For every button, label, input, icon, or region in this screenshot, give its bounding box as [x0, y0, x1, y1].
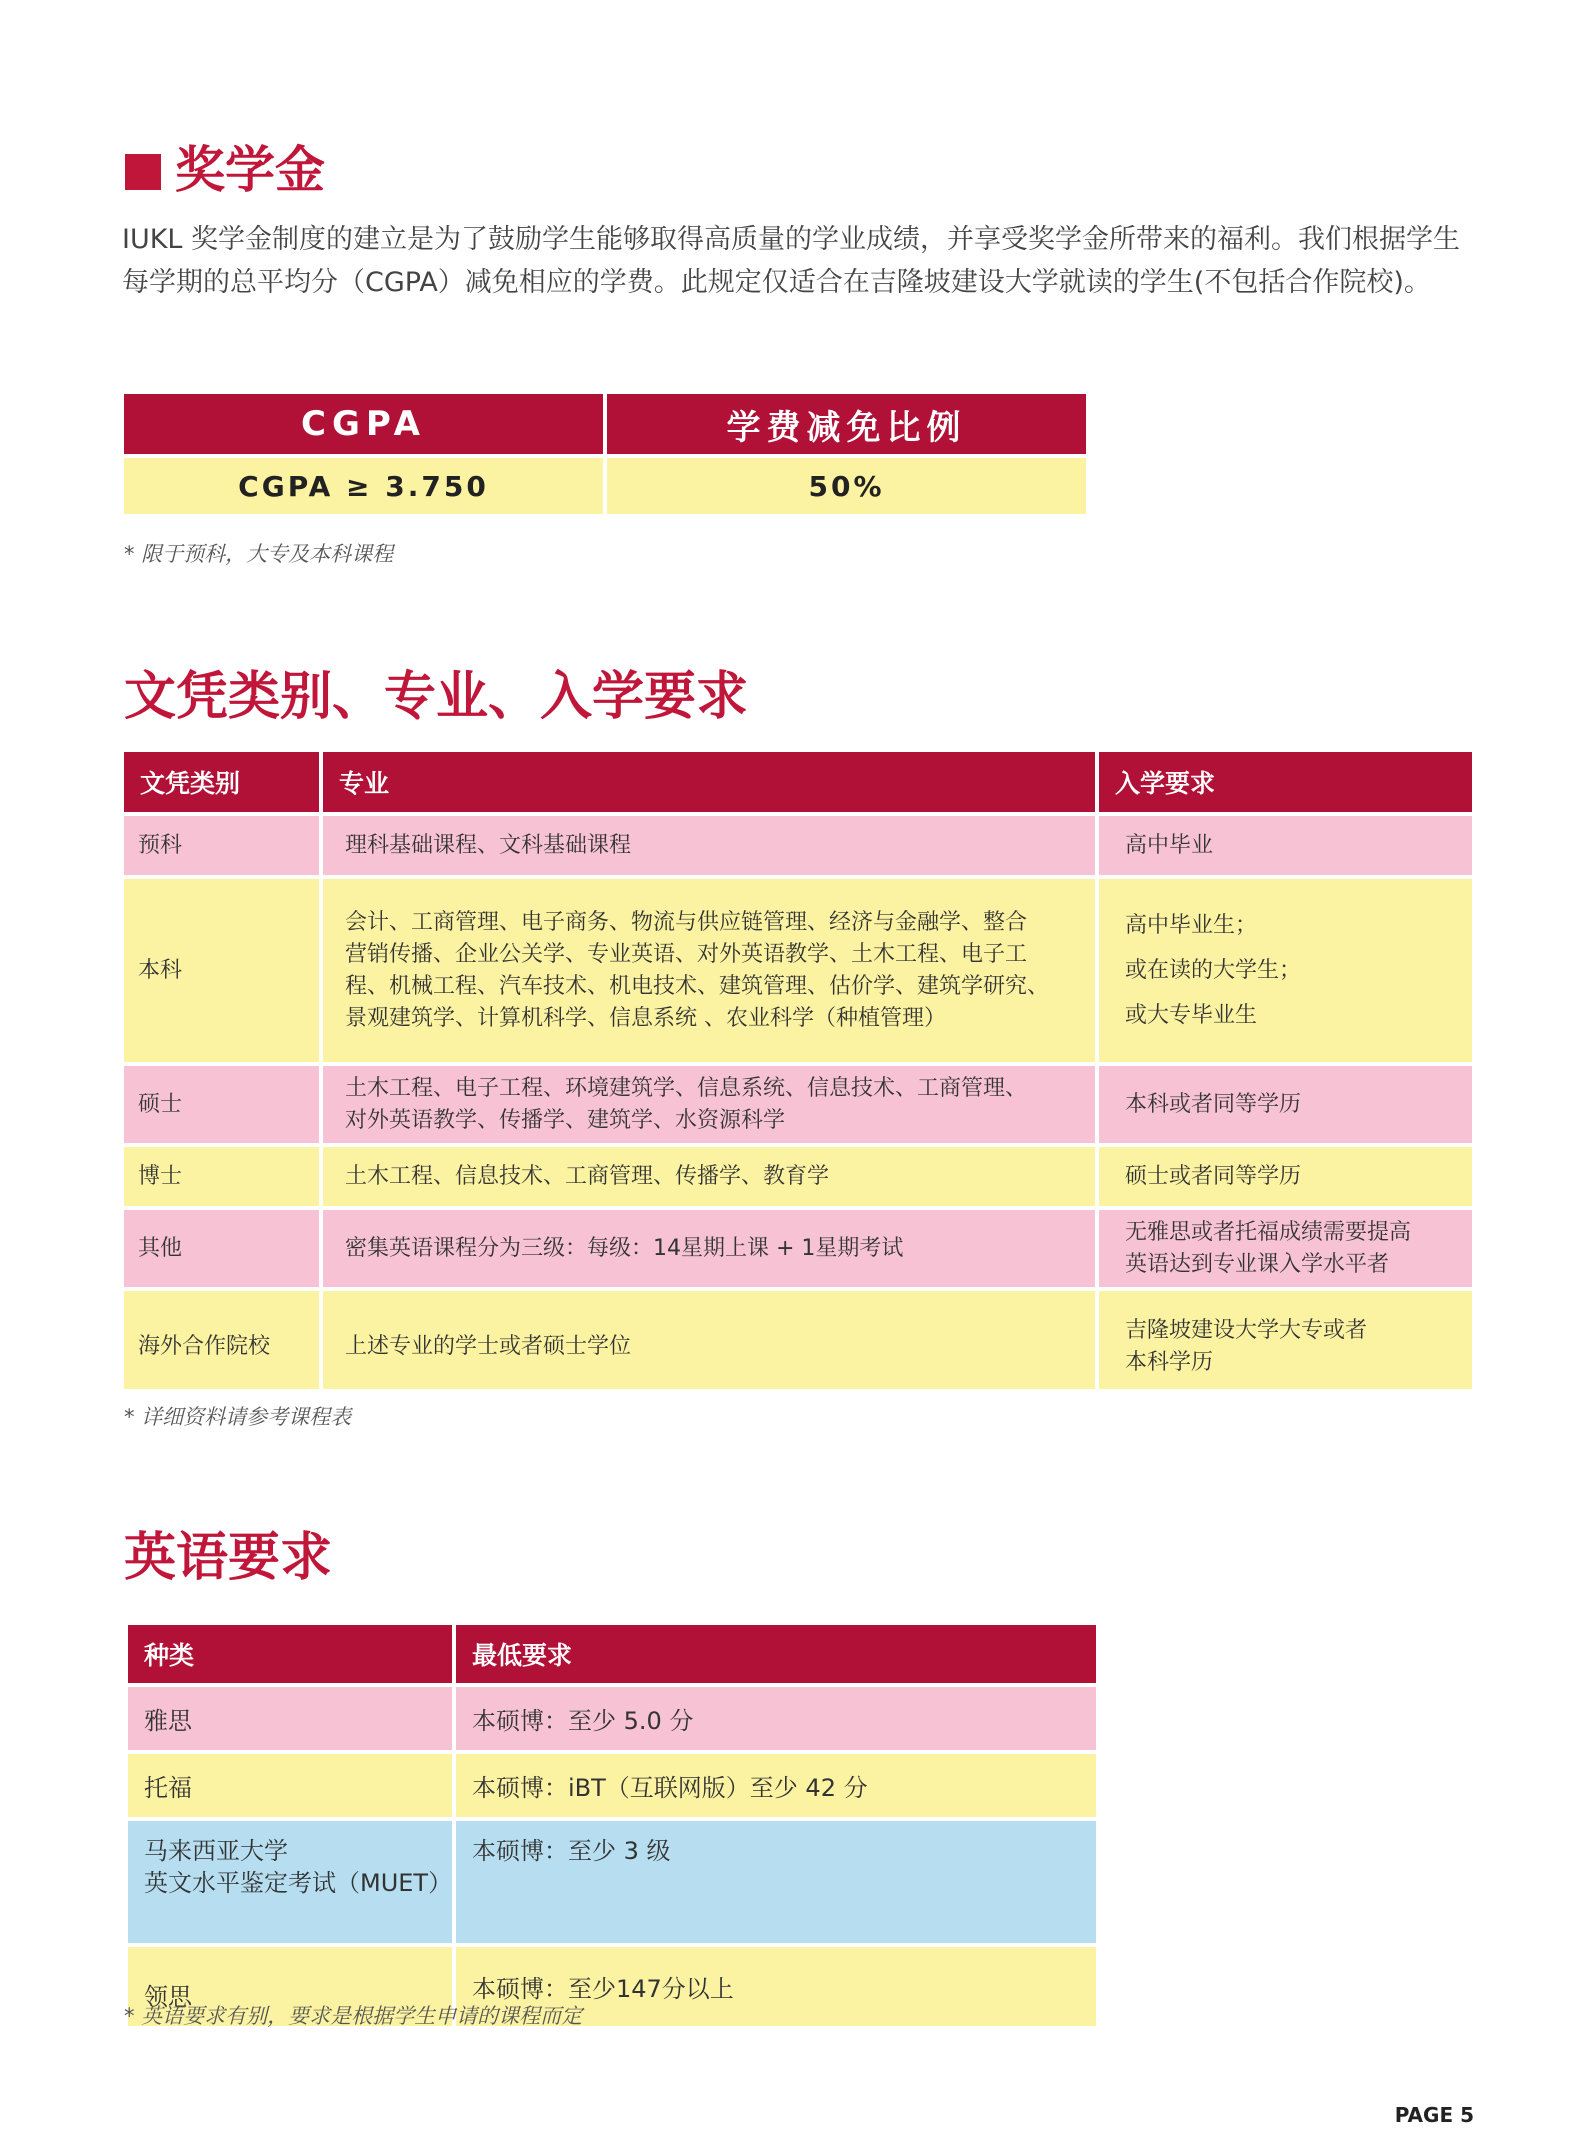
min-header: 最低要求 — [456, 1625, 1096, 1683]
cgpa-table-header — [124, 394, 1086, 454]
min-cell: 本硕博：iBT（互联网版）至少 42 分 — [456, 1754, 1096, 1817]
english-table-header — [128, 1625, 1096, 1683]
type-cell — [128, 1821, 452, 1943]
programs-table-header — [124, 752, 1472, 812]
scholarship-title-text: 奖学金 — [175, 141, 325, 199]
type-line: 马来西亚大学 — [144, 1837, 288, 1865]
min-cell: 本硕博：至少147分以上 — [456, 1947, 1096, 2026]
category-cell: 博士 — [124, 1147, 319, 1206]
requirement-line: 或在读的大学生； — [1125, 958, 1302, 983]
cgpa-value: CGPA ≥ 3.750 — [124, 458, 603, 514]
programs-title: 文凭类别、专业、入学要求 — [124, 667, 749, 727]
red-square-icon — [125, 154, 161, 190]
type-header: 种类 — [128, 1625, 452, 1683]
requirement-cell: 本科或者同等学历 — [1099, 1066, 1472, 1143]
scholarship-title — [125, 140, 325, 200]
major-cell — [323, 879, 1095, 1062]
requirement-header: 入学要求 — [1099, 752, 1472, 812]
fee-reduction-value: 50% — [607, 458, 1086, 514]
requirement-line: 高中毕业生； — [1125, 913, 1258, 938]
requirement-line: 或大专毕业生 — [1125, 1003, 1258, 1028]
table-row — [128, 1821, 1096, 1943]
requirement-cell: 硕士或者同等学历 — [1099, 1147, 1472, 1206]
category-cell: 硕士 — [124, 1066, 319, 1143]
requirement-line: 吉隆坡建设大学大专或者 — [1125, 1318, 1368, 1343]
category-cell: 本科 — [124, 879, 319, 1062]
category-cell: 海外合作院校 — [124, 1291, 319, 1389]
type-line: 英文水平鉴定考试（MUET） — [144, 1869, 453, 1897]
category-cell: 预科 — [124, 816, 319, 875]
category-cell: 其他 — [124, 1210, 319, 1287]
type-cell: 雅思 — [128, 1687, 452, 1750]
requirement-line: 无雅思或者托福成绩需要提高 — [1125, 1219, 1412, 1245]
major-line: 程、机械工程、汽车技术、机电技术、建筑管理、估价学、建筑学研究、 — [345, 973, 1050, 999]
major-line: 景观建筑学、计算机科学、信息系统 、农业科学（种植管理） — [345, 1005, 946, 1031]
table-row — [128, 1754, 1096, 1817]
major-cell: 上述专业的学士或者硕士学位 — [323, 1291, 1095, 1389]
min-cell: 本硕博：至少 3 级 — [456, 1821, 1096, 1943]
major-line: 土木工程、电子工程、环境建筑学、信息系统、信息技术、工商管理、 — [345, 1075, 1028, 1101]
page-number: PAGE 5 — [1394, 2103, 1474, 2127]
programs-table — [120, 748, 1476, 1393]
cgpa-table-row — [124, 458, 1086, 514]
category-header: 文凭类别 — [124, 752, 319, 812]
scholarship-intro: IUKL 奖学金制度的建立是为了鼓励学生能够取得高质量的学业成绩，并享受奖学金所带来的福利。我们根据学生每学期的总平均分（CGPA）减免相应的学费。此规定仅适合在吉隆坡建设大学就读的学生(不包括合作院校)。 — [122, 224, 1461, 298]
major-cell — [323, 1066, 1095, 1143]
cgpa-table — [120, 390, 1090, 518]
major-cell: 密集英语课程分为三级：每级：14星期上课 + 1星期考试 — [323, 1210, 1095, 1287]
major-line: 营销传播、企业公关学、专业英语、对外英语教学、土木工程、电子工 — [345, 941, 1028, 967]
requirement-cell — [1099, 1291, 1472, 1389]
major-cell: 土木工程、信息技术、工商管理、传播学、教育学 — [323, 1147, 1095, 1206]
cgpa-header: CGPA — [124, 394, 603, 454]
major-line: 会计、工商管理、电子商务、物流与供应链管理、经济与金融学、整合 — [345, 909, 1028, 935]
table-row — [124, 1291, 1472, 1389]
major-line: 对外英语教学、传播学、建筑学、水资源科学 — [345, 1107, 786, 1133]
min-cell: 本硕博：至少 5.0 分 — [456, 1687, 1096, 1750]
table-row — [124, 879, 1472, 1062]
type-cell: 托福 — [128, 1754, 452, 1817]
programs-note: * 详细资料请参考课程表 — [124, 1405, 352, 1429]
english-title: 英语要求 — [124, 1528, 333, 1588]
type-cell: 领思 — [128, 1947, 452, 2026]
requirement-line: 英语达到专业课入学水平者 — [1125, 1251, 1390, 1277]
major-header: 专业 — [323, 752, 1095, 812]
scholarship-note: * 限于预科，大专及本科课程 — [124, 542, 394, 566]
english-table — [124, 1621, 1100, 2030]
english-note: * 英语要求有别，要求是根据学生申请的课程而定 — [124, 2004, 583, 2028]
table-row — [124, 1066, 1472, 1143]
table-row — [124, 816, 1472, 875]
major-cell: 理科基础课程、文科基础课程 — [323, 816, 1095, 875]
requirement-cell: 高中毕业 — [1099, 816, 1472, 875]
requirement-cell — [1099, 879, 1472, 1062]
requirement-line: 本科学历 — [1125, 1350, 1214, 1375]
requirement-cell — [1099, 1210, 1472, 1287]
table-row — [124, 1147, 1472, 1206]
table-row — [124, 1210, 1472, 1287]
fee-reduction-header: 学费减免比例 — [607, 394, 1086, 454]
table-row — [128, 1687, 1096, 1750]
